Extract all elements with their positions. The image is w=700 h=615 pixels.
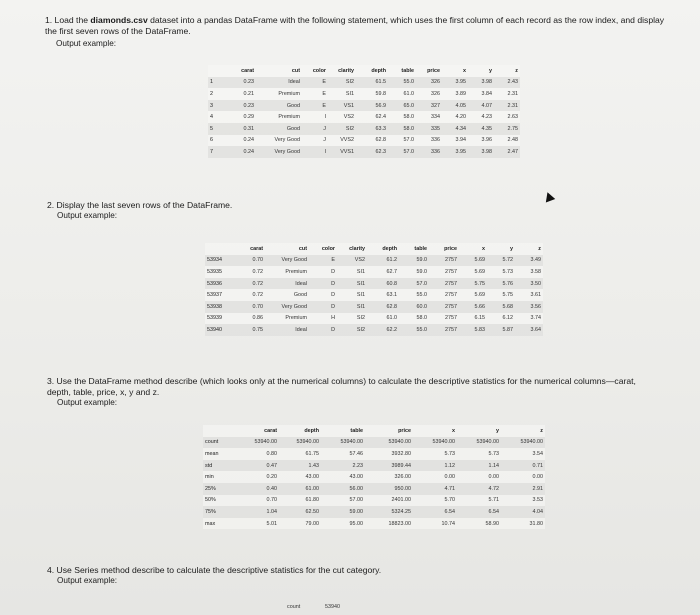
table-cell: D (309, 278, 337, 290)
column-header-x: x (452, 427, 455, 434)
row-index: 53938 (205, 301, 233, 313)
table-cell: 57.0 (388, 146, 416, 158)
table-cell: 55.0 (388, 77, 416, 89)
column-header-table: table (414, 245, 427, 252)
row-index: max (205, 520, 216, 527)
column-header-z: z (515, 67, 518, 74)
table-cell: D (331, 292, 335, 299)
table-cell: 1.12 (413, 460, 457, 472)
column-header-y: y (489, 67, 492, 74)
table-cell: 53940.00 (239, 437, 279, 449)
table-cell: 0.72 (233, 278, 265, 290)
table-cell: 1.43 (279, 460, 321, 472)
table-cell: 65.0 (388, 100, 416, 112)
table-cell: 0.24 (243, 137, 254, 144)
table-cell: VS1 (328, 100, 356, 112)
table-cell: 2757 (429, 278, 459, 290)
table-cell: 336 (431, 137, 440, 144)
row-index: 6 (210, 137, 213, 144)
table-cell: 5.73 (488, 450, 499, 457)
table-cell: 53940.00 (413, 437, 457, 449)
table-row (203, 448, 545, 460)
column-header-carat: carat (264, 427, 277, 434)
table-cell: 3.95 (442, 77, 468, 89)
table-row (208, 77, 520, 89)
table-cell: 5324.25 (365, 506, 413, 518)
table-cell: VS2 (337, 255, 367, 267)
table-cell: 62.50 (279, 506, 321, 518)
table-cell: 61.0 (403, 90, 414, 97)
table-cell: 2.63 (507, 114, 518, 121)
table-cell: 1.14 (457, 460, 501, 472)
table-cell: 336 (416, 146, 442, 158)
table-cell: 3.64 (515, 324, 543, 336)
table-cell: 5.66 (459, 301, 487, 313)
table-cell: 5.68 (487, 301, 515, 313)
table-cell: 2.31 (507, 90, 518, 97)
table-row (203, 471, 545, 483)
table-cell: 2.91 (501, 483, 545, 495)
table-cell: 79.00 (305, 520, 319, 527)
table-cell: 5.01 (266, 520, 277, 527)
table-last-seven-rows (205, 243, 543, 336)
table-cell: 4.20 (455, 114, 466, 121)
table-cell: 43.00 (349, 474, 363, 481)
table-cell: 57.0 (399, 278, 429, 290)
table-cell: 2.48 (507, 137, 518, 144)
table-cell: 4.05 (442, 100, 468, 112)
table-cell: 62.3 (356, 146, 388, 158)
table-cell: SI2 (356, 315, 365, 322)
row-index: count (203, 437, 239, 449)
row-index: 4 (210, 114, 213, 121)
table-cell: 2757 (445, 315, 457, 322)
table-cell: 59.0 (399, 255, 429, 267)
column-header-depth: depth (304, 427, 319, 434)
table-cell: Good (256, 100, 302, 112)
table-cell: 56.9 (356, 100, 388, 112)
table-cell: 10.74 (441, 520, 455, 527)
table-cell: 0.23 (226, 100, 256, 112)
table-cell: 4.04 (501, 506, 545, 518)
table-cell: 61.00 (279, 483, 321, 495)
table-cell: 326 (431, 90, 440, 97)
table-cell: 4.23 (481, 114, 492, 121)
table-cell: 3.50 (515, 278, 543, 290)
row-index: 75% (203, 506, 239, 518)
row-index: 1 (208, 77, 226, 89)
table-cell: 2757 (429, 301, 459, 313)
table-cell: 2.31 (494, 100, 520, 112)
table-row (208, 123, 520, 135)
row-index: 53935 (207, 268, 222, 275)
row-index: 53934 (205, 255, 233, 267)
table-cell: 2757 (445, 292, 457, 299)
table-cell: 43.00 (305, 474, 319, 481)
question-3: 3. Use the DataFrame method describe (which looks only at the numerical columns) to calculate the descriptive statistics for the numerical columns—carat, depth, table, price, x, y and z. (47, 376, 636, 397)
table-cell: 5.71 (488, 497, 499, 504)
table-cell: 326 (416, 77, 442, 89)
table-cell: 5.69 (459, 255, 487, 267)
row-index: 53940 (205, 324, 233, 336)
table-cell: Very Good (265, 255, 309, 267)
table-cell: 5.69 (474, 292, 485, 299)
table-cell: SI2 (328, 77, 356, 89)
table-cell: SI1 (337, 278, 367, 290)
table-cell: 63.1 (386, 292, 397, 299)
table-cell: 3.54 (532, 450, 543, 457)
column-header-x: x (482, 245, 485, 252)
table-cell: Very Good (274, 137, 300, 144)
table-cell: 1.04 (239, 506, 279, 518)
table-cell: VVS2 (340, 137, 354, 144)
table-cell: 5.73 (444, 450, 455, 457)
table-cell: 61.5 (356, 77, 388, 89)
mouse-cursor-icon (543, 191, 555, 203)
row-index: min (205, 474, 214, 481)
table-cell: Ideal (256, 77, 302, 89)
column-header-carat: carat (250, 245, 263, 252)
table-cell: 950.00 (365, 483, 413, 495)
table-cell: E (322, 90, 326, 97)
table-cell: Premium (285, 315, 307, 322)
row-index: 3 (208, 100, 226, 112)
table-cell: 62.8 (367, 301, 399, 313)
index-header (205, 243, 233, 255)
table-cell: 0.71 (501, 460, 545, 472)
column-header-price: price (427, 67, 440, 74)
question-1-filename: diamonds.csv (90, 15, 148, 25)
table-cell: 5.76 (487, 278, 515, 290)
table-row (208, 111, 520, 123)
column-header-price: price (398, 427, 411, 434)
table-cell: 6.12 (502, 315, 513, 322)
table-cell: SI1 (356, 268, 365, 275)
table-cell: Very Good (256, 146, 302, 158)
table-cell: 53940.00 (321, 437, 365, 449)
row-index: 53936 (205, 278, 233, 290)
table-cell: 3.84 (481, 90, 492, 97)
table-cell: Good (256, 123, 302, 135)
table-cell: 0.86 (252, 315, 263, 322)
table-cell: 0.72 (252, 268, 263, 275)
column-header-cut: cut (291, 67, 300, 74)
table-cell: 63.3 (356, 123, 388, 135)
table-describe (203, 425, 545, 529)
table-cell: 3989.44 (365, 460, 413, 472)
table-cell: SI2 (337, 324, 367, 336)
table-cell: 2.75 (494, 123, 520, 135)
table-cell: 2757 (429, 255, 459, 267)
table-cell: 56.00 (321, 483, 365, 495)
table-cell: 0.80 (266, 450, 277, 457)
table-cell: E (309, 255, 337, 267)
table-cell: I (302, 146, 328, 158)
cut-count-value: 53940 (325, 604, 340, 610)
table-header-row (208, 65, 520, 77)
table-cell: Good (293, 292, 307, 299)
table-cell: 326.00 (394, 474, 411, 481)
table-cell: 0.70 (266, 497, 277, 504)
index-header (203, 425, 239, 437)
table-row (205, 301, 543, 313)
question-1-text-start: 1. Load the (45, 15, 91, 25)
table-cell: Ideal (265, 324, 309, 336)
table-cell: 60.8 (367, 278, 399, 290)
table-row (205, 255, 543, 267)
table-cell: D (331, 268, 335, 275)
column-header-z: z (540, 427, 543, 434)
column-header-y: y (496, 427, 499, 434)
table-cell: 0.72 (252, 292, 263, 299)
table-row (203, 506, 545, 518)
table-cell: 3.98 (468, 77, 494, 89)
column-header-depth: depth (371, 67, 386, 74)
column-header-clarity: clarity (338, 67, 354, 74)
table-row (208, 135, 520, 147)
table-cell: 61.75 (305, 450, 319, 457)
table-cell: 3.98 (468, 146, 494, 158)
table-cell: 0.40 (239, 483, 279, 495)
table-cell: 5.75 (459, 278, 487, 290)
column-header-x: x (463, 67, 466, 74)
table-cell: 6.15 (474, 315, 485, 322)
table-cell: SI1 (337, 301, 367, 313)
column-header-table: table (350, 427, 363, 434)
table-header-row (203, 425, 545, 437)
row-index: 50% (205, 497, 216, 504)
table-row (205, 266, 543, 278)
table-row (203, 437, 545, 449)
table-cell: 0.47 (239, 460, 279, 472)
row-index: 53937 (207, 292, 222, 299)
column-header-price: price (444, 245, 457, 252)
table-cell: 59.8 (375, 90, 386, 97)
table-cell: SI1 (356, 292, 365, 299)
cut-count-label: count (287, 604, 301, 610)
question-2: 2. Display the last seven rows of the DataFrame. (47, 200, 233, 210)
table-cell: 0.24 (226, 146, 256, 158)
table-cell: 53940.00 (501, 437, 545, 449)
question-4: 4. Use Series method describe to calculate the descriptive statistics for the cut category. (47, 565, 382, 575)
q4-output-label: Output example: (57, 576, 118, 585)
table-cell: Premium (285, 268, 307, 275)
table-cell: 6.54 (457, 506, 501, 518)
table-cell: 53940.00 (279, 437, 321, 449)
table-cell: 4.07 (468, 100, 494, 112)
table-cell: 0.75 (233, 324, 265, 336)
table-cell: 5.87 (487, 324, 515, 336)
column-header-y: y (510, 245, 513, 252)
table-cell: 55.0 (399, 324, 429, 336)
table-cell: 4.34 (442, 123, 468, 135)
table-cell: 2757 (429, 324, 459, 336)
table-cell: Premium (278, 90, 300, 97)
table-cell: 61.2 (367, 255, 399, 267)
column-header-depth: depth (382, 245, 397, 252)
table-cell: 18823.00 (388, 520, 411, 527)
table-row (205, 289, 543, 301)
table-cell: 0.20 (266, 474, 277, 481)
table-cell: 3.56 (515, 301, 543, 313)
table-cell: 3.61 (530, 292, 541, 299)
table-cell: VVS1 (328, 146, 356, 158)
table-cell: 4.72 (457, 483, 501, 495)
table-cell: 61.80 (305, 497, 319, 504)
table-cell: 0.70 (233, 301, 265, 313)
table-row (205, 313, 543, 325)
table-cell: 5.73 (502, 268, 513, 275)
table-header-row (205, 243, 543, 255)
table-cell: 2757 (445, 268, 457, 275)
column-header-color: color (321, 245, 335, 252)
row-index: 2 (210, 90, 213, 97)
table-cell: 0.23 (226, 77, 256, 89)
table-cell: I (324, 114, 326, 121)
table-row (208, 146, 520, 158)
column-header-clarity: clarity (349, 245, 365, 252)
table-cell: 57.46 (349, 450, 363, 457)
table-cell: 62.4 (375, 114, 386, 121)
table-cell: 59.00 (321, 506, 365, 518)
table-cell: 57.00 (349, 497, 363, 504)
table-cell: 5.75 (502, 292, 513, 299)
table-row (208, 100, 520, 112)
row-index: 53939 (207, 315, 222, 322)
table-cell: 0.29 (243, 114, 254, 121)
column-header-carat: carat (241, 67, 254, 74)
table-cell: 3.58 (530, 268, 541, 275)
table-row (203, 460, 545, 472)
table-cell: E (302, 100, 328, 112)
table-cell: 58.0 (416, 315, 427, 322)
table-cell: 57.0 (403, 137, 414, 144)
table-cell: 53940.00 (365, 437, 413, 449)
table-cell: 62.7 (386, 268, 397, 275)
column-header-table: table (401, 67, 414, 74)
table-cell: 3.89 (455, 90, 466, 97)
table-cell: 0.21 (243, 90, 254, 97)
table-cell: 60.0 (399, 301, 429, 313)
table-cell: 3.95 (442, 146, 468, 158)
column-header-z: z (538, 245, 541, 252)
table-cell: 2401.00 (391, 497, 411, 504)
table-cell: 334 (431, 114, 440, 121)
row-index: std (203, 460, 239, 472)
table-cell: 0.00 (488, 474, 499, 481)
q3-output-label: Output example: (57, 398, 118, 407)
table-cell: D (309, 301, 337, 313)
table-cell: 2.23 (321, 460, 365, 472)
table-cell: 6.54 (413, 506, 457, 518)
table-cell: 2.43 (494, 77, 520, 89)
table-cell: 5.83 (459, 324, 487, 336)
table-cell: 58.0 (403, 114, 414, 121)
table-cell: 3.74 (530, 315, 541, 322)
table-cell: SI2 (328, 123, 356, 135)
table-cell: 62.2 (367, 324, 399, 336)
table-cell: H (331, 315, 335, 322)
table-cell: 3.96 (481, 137, 492, 144)
table-cell: 3.53 (532, 497, 543, 504)
table-cell: J (323, 137, 326, 144)
table-cell: 59.0 (416, 268, 427, 275)
table-cell: SI1 (345, 90, 354, 97)
index-header (208, 65, 226, 77)
table-cell: J (302, 123, 328, 135)
table-row (208, 88, 520, 100)
row-index: 5 (208, 123, 226, 135)
column-header-color: color (312, 67, 326, 74)
row-index: 25% (203, 483, 239, 495)
table-cell: 5.72 (487, 255, 515, 267)
table-cell: 2.47 (494, 146, 520, 158)
q1-output-label: Output example: (56, 39, 117, 48)
table-cell: 4.35 (468, 123, 494, 135)
column-header-cut: cut (298, 245, 307, 252)
table-row (203, 495, 545, 507)
table-cell: 53940.00 (457, 437, 501, 449)
question-1-text-end: dataset into a pandas DataFrame with the following statement, which uses the first column of each record as the row index, and display the first seven rows of the DataFrame. (45, 15, 665, 36)
table-cell: 0.31 (226, 123, 256, 135)
table-cell: 3932.80 (391, 450, 411, 457)
q2-output-label: Output example: (57, 211, 118, 220)
table-cell: 3.94 (455, 137, 466, 144)
table-row (205, 324, 543, 336)
table-cell: 0.70 (233, 255, 265, 267)
table-cell: D (309, 324, 337, 336)
table-cell: 58.90 (485, 520, 499, 527)
table-cell: 5.70 (444, 497, 455, 504)
table-cell: 5.69 (474, 268, 485, 275)
table-cell: Very Good (265, 301, 309, 313)
table-cell: 0.00 (444, 474, 455, 481)
row-index: 7 (208, 146, 226, 158)
table-cell: VS2 (343, 114, 354, 121)
row-index: mean (205, 450, 219, 457)
table-cell: Ideal (265, 278, 309, 290)
table-cell: 327 (416, 100, 442, 112)
table-row (203, 518, 545, 530)
table-cell: 61.0 (386, 315, 397, 322)
table-row (203, 483, 545, 495)
table-row (205, 278, 543, 290)
table-cell: Premium (278, 114, 300, 121)
table-cell: E (302, 77, 328, 89)
table-cell: 62.8 (375, 137, 386, 144)
table-cell: 335 (416, 123, 442, 135)
question-1 (45, 15, 675, 37)
table-cell: 31.80 (529, 520, 543, 527)
table-cell: 95.00 (349, 520, 363, 527)
table-cell: 3.49 (515, 255, 543, 267)
table-cell: 55.0 (416, 292, 427, 299)
table-cell: 4.71 (413, 483, 457, 495)
table-cell: 58.0 (388, 123, 416, 135)
table-cell: 0.00 (532, 474, 543, 481)
table-first-seven-rows (208, 65, 520, 158)
